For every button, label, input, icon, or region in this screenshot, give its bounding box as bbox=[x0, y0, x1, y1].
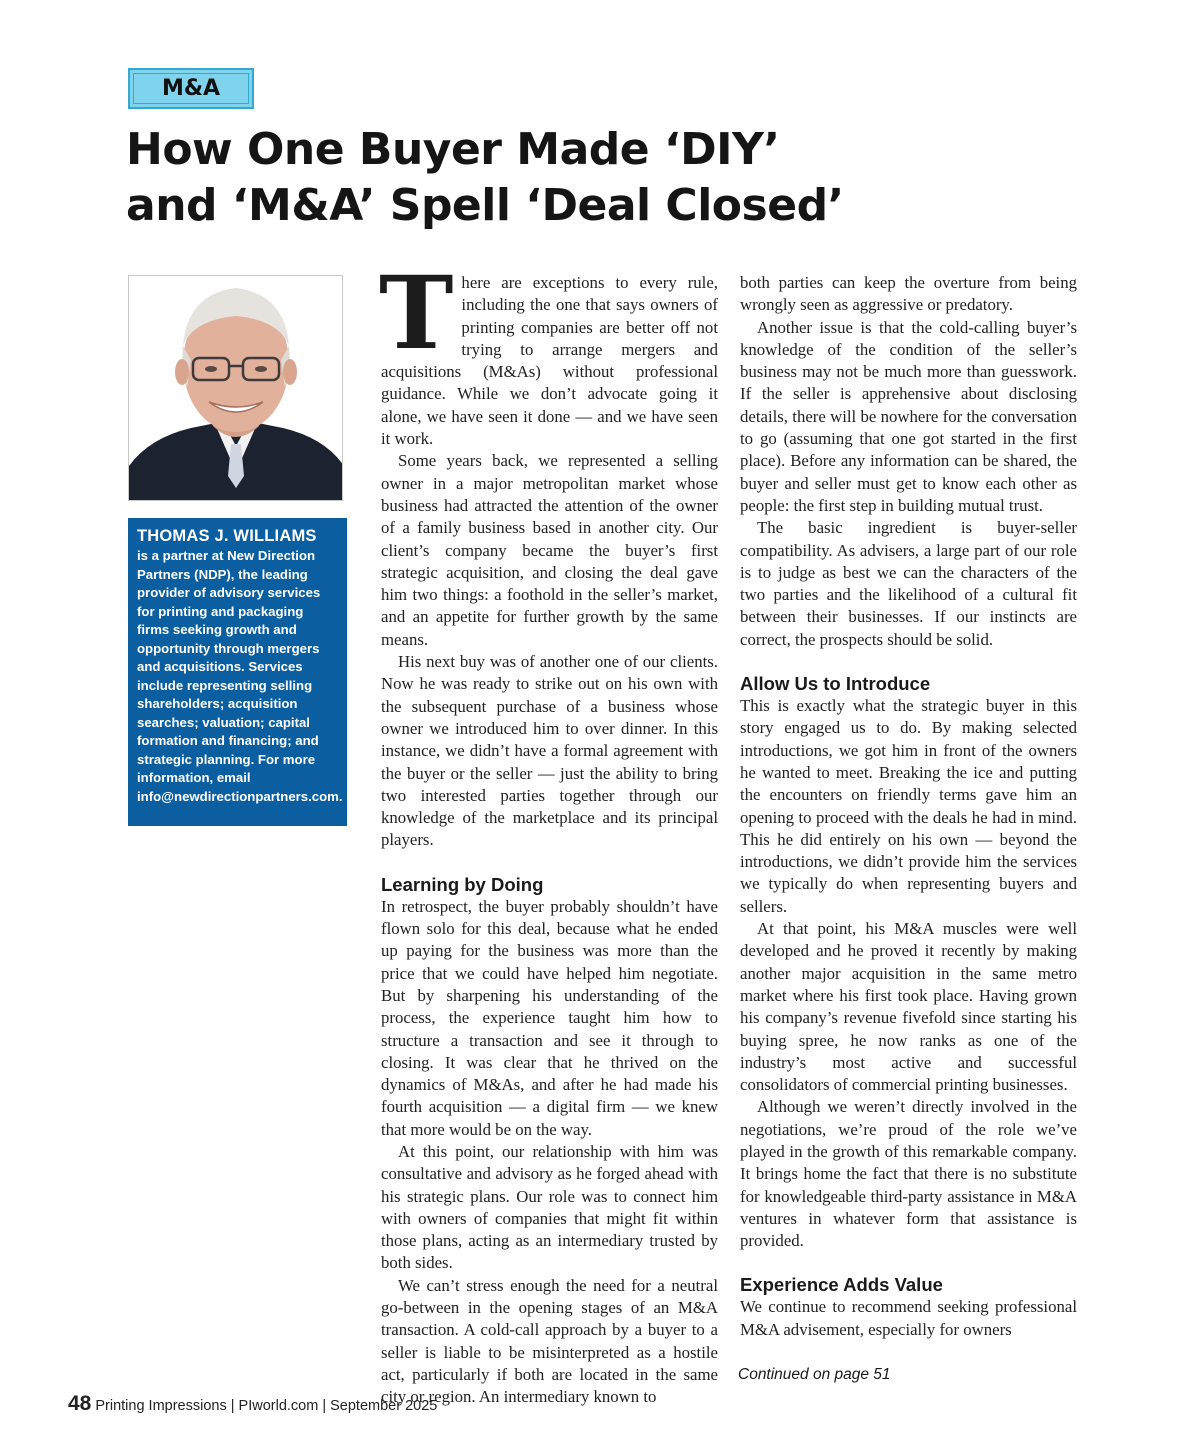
author-bio-box bbox=[128, 518, 347, 826]
subheading-learning-by-doing: Learning by Doing bbox=[381, 873, 544, 895]
title-line-2: and ‘M&A’ Spell ‘Deal Closed’ bbox=[126, 180, 844, 231]
article-paragraph: His next buy was of another one of our clients. Now he was ready to strike out on his own with the subsequent purchase of a business whose owner we introduced him to over dinner. In this instance, we didn’t have a formal agreement with the buyer or the seller — just the ability to bring two interested parties together through our knowledge of the marketplace and its principal players. bbox=[381, 652, 718, 850]
author-bio: is a partner at New Direction Partners (NDP), the leading provider of advisory services for printing and packaging firms seeking growth and opportunity through mergers and acquisitions. Services include representing selling shareholders; acquisition searches; valuation; capital formation and financing; and strategic planning. For more information, email info@newdirectionpartners.com. bbox=[137, 548, 343, 804]
article-paragraph: At this point, our relationship with him was consultative and advisory as he forged ahead with his strategic plans. Our role was to connect him with owners of companies that might fit within those plans, acting as an intermediary trusted by both sides. bbox=[381, 1141, 718, 1273]
section-tag: M&A bbox=[128, 68, 254, 109]
author-portrait-image bbox=[129, 276, 343, 501]
page-footer bbox=[68, 1392, 437, 1416]
author-photo bbox=[128, 275, 343, 501]
article-paragraph: At that point, his M&A muscles were well developed and he proved it recently by making another major acquisition in the same metro market where his first took place. Having grown his company’s revenue fivefold since starting his buying spree, he now ranks as one of the industry’s most active and successful consolidators of commercial printing businesses. bbox=[740, 919, 1077, 1095]
article-column-2 bbox=[740, 272, 1077, 1341]
article-paragraph: We can’t stress enough the need for a neutral go-between in the opening stages of an M&A transaction. A cold-call approach by a buyer to a seller is liable to be misinterpreted as a hostile act, particularly if both are located in the same city or region. An intermediary known to bbox=[381, 1275, 718, 1407]
footer-publication-info: Printing Impressions | PIworld.com | September 2025 bbox=[95, 1398, 438, 1414]
author-name: THOMAS J. WILLIAMS bbox=[137, 527, 317, 545]
drop-cap: T bbox=[379, 254, 454, 372]
subheading-experience-adds-value: Experience Adds Value bbox=[740, 1274, 943, 1296]
continued-notice: Continued on page 51 bbox=[738, 1366, 891, 1383]
article-paragraph: both parties can keep the overture from being wrongly seen as aggressive or predatory. bbox=[740, 273, 1077, 315]
article-paragraph: Some years back, we represented a selling owner in a major metropolitan market whose business had attracted the attention of the owner of a family business based in another city. Our client’s company became the buyer’s first strategic acquisition, and closing the deal gave him two things: a foothold in the seller’s market, and an appetite for further growth by the same means. bbox=[381, 451, 718, 649]
article-paragraph: There are exceptions to every rule, including the one that says owners of printing companies are better off not trying to arrange mergers and acquisitions (M&As) without professional guidance. While we don’t advocate going it alone, we have seen it done — and we have seen it work. bbox=[379, 254, 718, 449]
article-paragraph: This is exactly what the strategic buyer in this story engaged us to do. By making selected introductions, we got him in front of the owners he wanted to meet. Breaking the ice and putting the encounters on friendly terms gave him an opening to proceed with the deals he had in mind. This he did entirely on his own — beyond the introductions, we didn’t provide him the services we typically do when representing buyers and sellers. bbox=[740, 696, 1077, 916]
subheading-allow-us-to-introduce: Allow Us to Introduce bbox=[740, 673, 931, 695]
title-line-1: How One Buyer Made ‘DIY’ bbox=[126, 124, 780, 175]
article-paragraph: Although we weren’t directly involved in the negotiations, we’re proud of the role we’ve played in the growth of this remarkable company. It brings home the fact that there is no substitute for knowledgeable third-party assistance in M&A ventures in whatever form that assistance is provided. bbox=[740, 1097, 1077, 1251]
article-paragraph: In retrospect, the buyer probably shouldn’t have flown solo for this deal, because what he ended up paying for the business was more than the price that we could have helped him negotiate. But by sharpening his understanding of the process, the experience taught him how to structure a transaction and see it through to closing. It was clear that he thrived on the dynamics of M&As, and after he had made his fourth acquisition — a digital firm — we knew that more would be on the way. bbox=[381, 896, 718, 1139]
article-paragraph: The basic ingredient is buyer-seller compatibility. As advisers, a large part of our role is to judge as best we can the characters of the two parties and the likelihood of a cultural fit between their businesses. If our instincts are correct, the prospects should be solid. bbox=[740, 518, 1077, 649]
article-title bbox=[126, 122, 1026, 234]
article-paragraph: Another issue is that the cold-calling buyer’s knowledge of the condition of the seller’s business may not be much more than guesswork. If the seller is apprehensive about disclosing details, there will be nowhere for the conversation to go (assuming that one got started in the first place). Before any information can be shared, the buyer and seller must get to know each other as people: the first step in building mutual trust. bbox=[740, 317, 1077, 515]
page-number: 48 bbox=[68, 1392, 92, 1415]
article-column-1 bbox=[379, 254, 718, 1409]
article-paragraph: We continue to recommend seeking professional M&A advisement, especially for owners bbox=[740, 1297, 1077, 1339]
